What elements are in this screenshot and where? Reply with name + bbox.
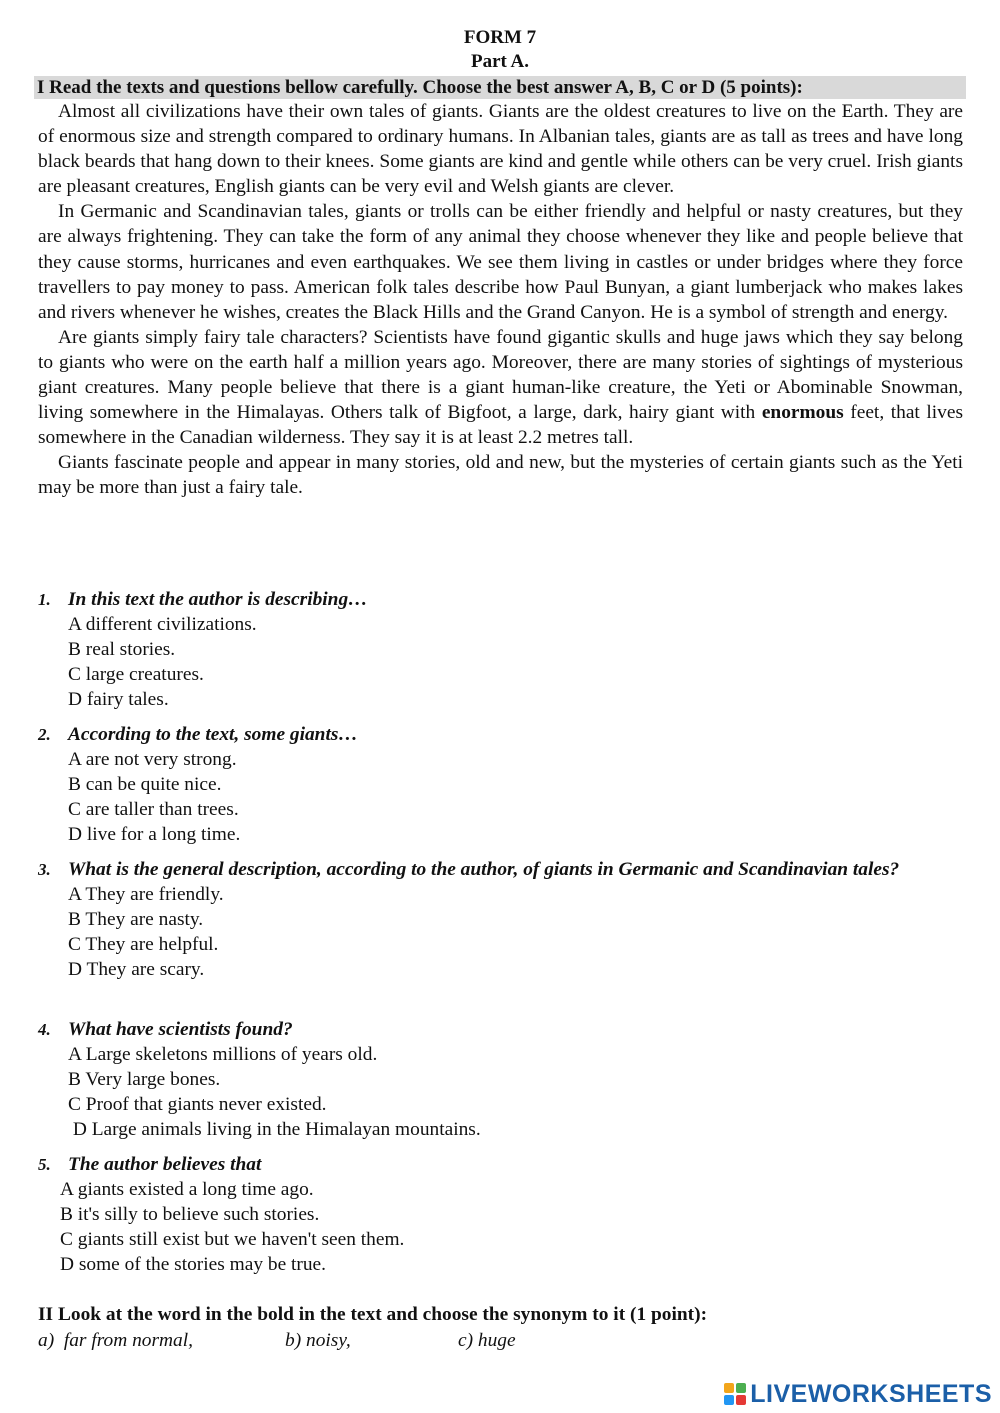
answer-option[interactable]: D Large animals living in the Himalayan mountains. xyxy=(68,1119,481,1140)
reading-passage xyxy=(38,99,963,501)
synonym-option-b[interactable]: b) noisy, xyxy=(285,1330,351,1351)
answer-option[interactable]: B it's silly to believe such stories. xyxy=(60,1204,320,1225)
passage-paragraph-2: In Germanic and Scandinavian tales, giants or trolls can be either friendly and helpful or nasty creatures, but they are always frightening. They can take the form of any animal they choose whenever they like and people believe that they cause storms, hurricanes and even earthquakes. We see them living in castles or under bridges where they force travellers to pay money to pass. American folk tales describe how Paul Bunyan, a giant lumberjack who makes lakes and rivers whenever he wishes, creates the Black Hills and the Grand Canyon. He is a symbol of strength and energy. xyxy=(38,201,963,323)
question-number: 4. xyxy=(38,1020,51,1039)
synonym-options xyxy=(38,1328,638,1353)
passage-paragraph-4: Giants fascinate people and appear in many stories, old and new, but the mysteries of certain giants such as the Yeti may be more than just a fairy tale. xyxy=(38,452,963,499)
answer-option[interactable]: B real stories. xyxy=(68,639,176,660)
passage-paragraph-1: Almost all civilizations have their own tales of giants. Giants are the oldest creatures to live on the Earth. They are of enormous size and strength compared to ordinary humans. In Albanian tales, giants are as tall as trees and have long black beards that hang down to their knees. Some giants are kind and gentle while others can be very cruel. Irish giants are pleasant creatures, English giants can be very evil and Welsh giants are clever. xyxy=(38,101,963,198)
question-stem: The author believes that xyxy=(68,1154,262,1175)
liveworksheets-logo xyxy=(724,1380,992,1408)
passage-p3-end: feet, that lives somewhere in the Canadian wilderness. They say it is at least 2.2 metres tall. xyxy=(38,402,963,449)
answer-option[interactable]: B They are nasty. xyxy=(68,909,204,930)
question-stem: In this text the author is describing… xyxy=(68,589,368,610)
question-number: 5. xyxy=(38,1155,51,1174)
answer-option[interactable]: C large creatures. xyxy=(68,664,204,685)
answer-option[interactable]: A They are friendly. xyxy=(68,884,224,905)
question-2 xyxy=(38,722,963,847)
question-1 xyxy=(38,587,963,712)
question-4 xyxy=(38,1017,963,1142)
answer-option[interactable]: B Very large bones. xyxy=(68,1069,221,1090)
passage-paragraph-3 xyxy=(38,325,963,450)
answer-option[interactable]: D live for a long time. xyxy=(68,824,241,845)
section1-instruction: I Read the texts and questions bellow carefully. Choose the best answer A, B, C or D (5 points): xyxy=(34,76,966,99)
answer-option[interactable]: D some of the stories may be true. xyxy=(60,1254,327,1275)
part-title: Part A. xyxy=(470,51,530,72)
answer-option[interactable]: A different civilizations. xyxy=(68,614,257,635)
liveworksheets-logo-text: LIVEWORKSHEETS xyxy=(750,1379,992,1408)
answer-option[interactable]: C Proof that giants never existed. xyxy=(68,1094,327,1115)
answer-option[interactable]: A Large skeletons millions of years old. xyxy=(68,1044,378,1065)
question-number: 2. xyxy=(38,725,51,744)
answer-option[interactable]: C They are helpful. xyxy=(68,934,219,955)
section2-instruction: II Look at the word in the bold in the text and choose the synonym to it (1 point): xyxy=(38,1304,708,1325)
question-number: 1. xyxy=(38,590,51,609)
question-stem: What is the general description, according to the author, of giants in Germanic and Scandinavian tales? xyxy=(68,859,900,880)
liveworksheets-logo-icon xyxy=(724,1383,746,1405)
question-stem: What have scientists found? xyxy=(68,1019,293,1040)
synonym-option-c[interactable]: c) huge xyxy=(458,1330,516,1351)
answer-option[interactable]: A giants existed a long time ago. xyxy=(60,1179,314,1200)
question-number: 3. xyxy=(38,860,51,879)
question-stem: According to the text, some giants… xyxy=(68,724,358,745)
form-title: FORM 7 xyxy=(463,27,537,48)
passage-p3-start: Are giants simply fairy tale characters? Scientists have found gigantic skulls and huge jaws which they say belong to giants who were on the earth half a million years ago. Moreover, there are many stories of sightings of mysterious giant creatures. Many people believe that there is a giant human-like creature, the Yeti or Abominable Snowman, living somewhere in the Himalayas. Others talk of Bigfoot, a large, dark, hairy giant with xyxy=(38,326,963,424)
answer-option[interactable]: C are taller than trees. xyxy=(68,799,239,820)
answer-option[interactable]: C giants still exist but we haven't seen them. xyxy=(60,1229,405,1250)
synonym-option-a[interactable]: a) far from normal, xyxy=(38,1330,193,1351)
question-3 xyxy=(38,857,963,982)
question-5 xyxy=(38,1152,963,1277)
answer-option[interactable]: D fairy tales. xyxy=(68,689,169,710)
answer-option[interactable]: A are not very strong. xyxy=(68,749,237,770)
answer-option[interactable]: D They are scary. xyxy=(68,959,205,980)
answer-option[interactable]: B can be quite nice. xyxy=(68,774,222,795)
bold-word-enormous: enormous xyxy=(761,402,844,424)
